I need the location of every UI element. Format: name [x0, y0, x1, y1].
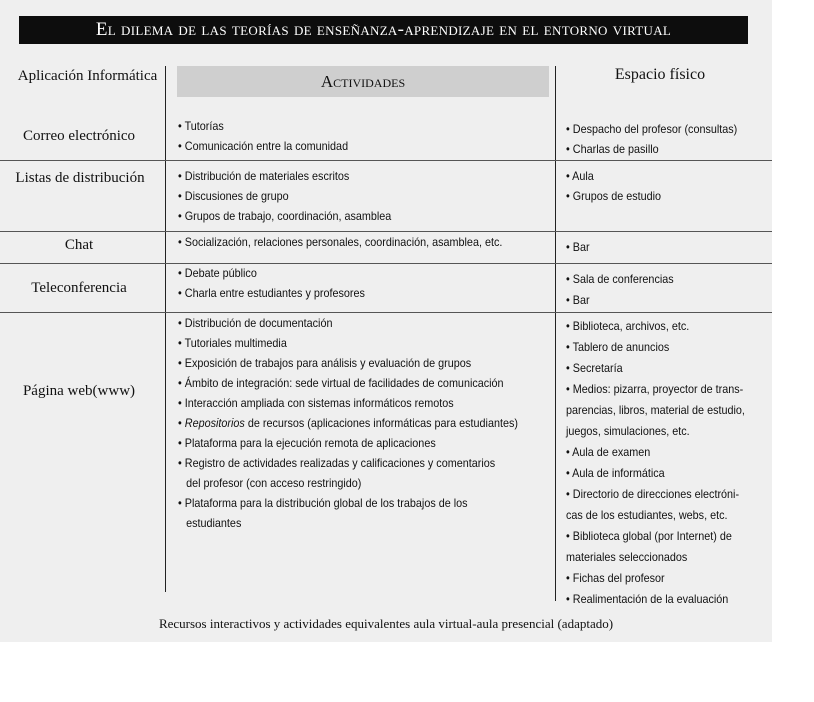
activity-item: • Tutorías — [178, 119, 224, 133]
space-web — [566, 316, 745, 610]
activity-item: • Socialización, relaciones personales, coordinación, asamblea, etc. — [178, 235, 503, 249]
header-space: Espacio físico — [614, 66, 706, 83]
tool-mailing-lists: Listas de distribución — [15, 170, 145, 186]
activities-email — [178, 116, 348, 156]
space-item: • Bar — [566, 293, 590, 307]
space-item: • Bar — [566, 240, 590, 254]
repositories-word: Repositorios — [184, 416, 245, 430]
activity-item-continued: estudiantes — [186, 516, 242, 530]
activity-item: • Plataforma para la ejecución remota de aplicaciones — [178, 436, 436, 450]
space-item: • Aula de informática — [566, 466, 665, 480]
space-item-continued: materiales seleccionados — [566, 550, 688, 564]
space-item: • Tablero de anuncios — [566, 340, 670, 354]
activity-item: • Grupos de trabajo, coordinación, asamblea — [178, 209, 392, 223]
tool-web-page — [4, 381, 154, 402]
header-app-label: Aplicación Informática — [17, 68, 158, 84]
activities-chat — [178, 232, 502, 252]
space-item: • Charlas de pasillo — [566, 142, 659, 156]
activities-lists — [178, 166, 391, 226]
activity-item: • Ámbito de integración: sede virtual de facilidades de comunicación — [178, 376, 504, 390]
space-item: • Medios: pizarra, proyector de trans- — [566, 382, 744, 396]
activity-item: • Debate público — [178, 266, 257, 280]
tool-chat: Chat — [64, 237, 94, 253]
row-divider-3 — [0, 263, 772, 264]
space-item: • Grupos de estudio — [566, 189, 662, 203]
header-activities: Actividades — [320, 72, 406, 91]
space-item: • Realimentación de la evaluación — [566, 592, 729, 606]
space-item: • Sala de conferencias — [566, 272, 674, 286]
divider-right — [555, 66, 556, 601]
row-divider-1 — [0, 160, 772, 161]
activity-item: • Tutoriales multimedia — [178, 336, 287, 350]
space-item: • Aula de examen — [566, 445, 651, 459]
activity-item: • Distribución de documentación — [178, 316, 333, 330]
activity-item: • Exposición de trabajos para análisis y evaluación de grupos — [178, 356, 472, 370]
space-lists — [566, 166, 661, 206]
page-title: El dilema de las teorías de enseñanza-aprendizaje en el entorno virtual — [19, 16, 748, 44]
space-item: • Biblioteca global (por Internet) de — [566, 529, 732, 543]
space-item-continued: juegos, simulaciones, etc. — [566, 424, 690, 438]
space-teleconference — [566, 269, 674, 311]
tool-teleconference: Teleconferencia — [31, 280, 127, 296]
activity-item-continued: del profesor (con acceso restringido) — [186, 476, 362, 490]
space-item-continued: parencias, libros, material de estudio, — [566, 403, 745, 417]
tool-web-page-label: Página web(www) — [22, 383, 136, 399]
divider-left — [165, 66, 166, 592]
activity-item: • Interacción ampliada con sistemas informáticos remotos — [178, 396, 454, 410]
figure-caption: Recursos interactivos y actividades equivalentes aula virtual-aula presencial (adaptado) — [158, 616, 614, 631]
space-item-continued: cas de los estudiantes, webs, etc. — [566, 508, 728, 522]
repositories-rest: de recursos (aplicaciones informáticas para estudiantes) — [247, 416, 518, 430]
activity-item-repositories — [178, 413, 518, 433]
activity-item: • Plataforma para la distribución global de los trabajos de los — [178, 496, 468, 510]
bullet: • — [178, 416, 185, 430]
space-chat — [566, 237, 590, 257]
activity-item: • Charla entre estudiantes y profesores — [178, 286, 365, 300]
tool-email: Correo electrónico — [22, 128, 136, 144]
space-item: • Fichas del profesor — [566, 571, 665, 585]
space-item: • Secretaría — [566, 361, 623, 375]
activity-item: • Registro de actividades realizadas y calificaciones y comentarios — [178, 456, 496, 470]
space-item: • Directorio de direcciones electróni- — [566, 487, 740, 501]
activity-item: • Discusiones de grupo — [178, 189, 289, 203]
space-item: • Despacho del profesor (consultas) — [566, 122, 738, 136]
activity-item: • Comunicación entre la comunidad — [178, 139, 349, 153]
space-email — [566, 119, 737, 159]
activities-teleconference — [178, 263, 365, 303]
space-item: • Biblioteca, archivos, etc. — [566, 319, 690, 333]
space-item: • Aula — [566, 169, 594, 183]
activities-web — [178, 313, 518, 533]
activity-item: • Distribución de materiales escritos — [178, 169, 350, 183]
header-app — [15, 66, 160, 87]
